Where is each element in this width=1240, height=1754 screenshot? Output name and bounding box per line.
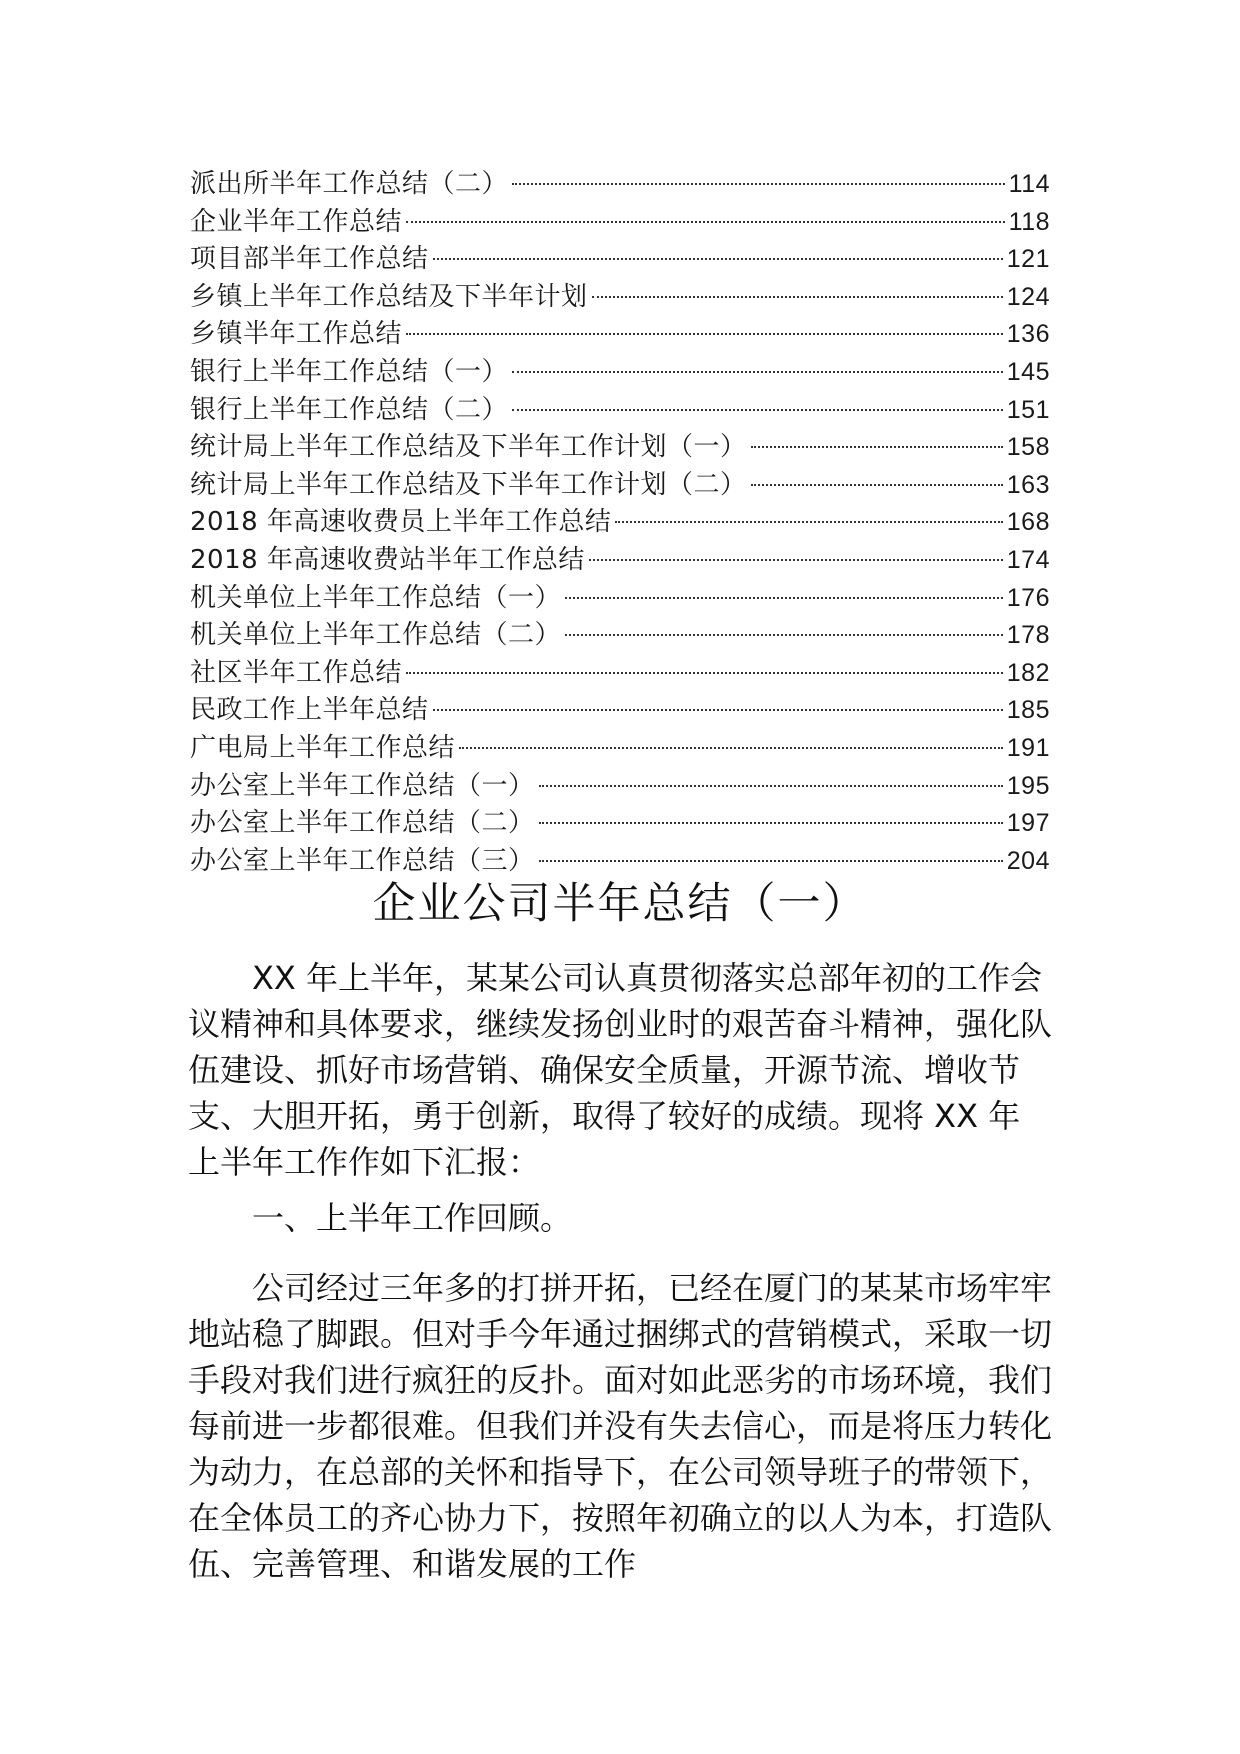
toc-entry-title: 乡镇半年工作总结 — [190, 319, 403, 350]
toc-dot-leader — [433, 709, 1003, 711]
toc-dot-leader — [592, 296, 1003, 298]
toc-entry-page: 158 — [1006, 433, 1050, 462]
toc-entry[interactable] — [190, 655, 1050, 693]
toc-entry-page: 174 — [1006, 545, 1050, 574]
toc-entry-page: 124 — [1006, 282, 1050, 311]
toc-entry-page: 121 — [1006, 245, 1050, 274]
toc-entry-title: 银行上半年工作总结（二） — [190, 394, 509, 425]
toc-entry-page: 182 — [1006, 658, 1050, 687]
toc-entry-title: 广电局上半年工作总结 — [190, 732, 456, 763]
toc-entry-page: 145 — [1006, 357, 1050, 386]
toc-dot-leader — [459, 747, 1003, 749]
toc-entry[interactable] — [190, 692, 1050, 730]
toc-dot-leader — [539, 785, 1003, 787]
toc-entry[interactable] — [190, 392, 1050, 430]
table-of-contents — [190, 166, 1050, 880]
section-heading: 一、上半年工作回顾。 — [252, 1199, 573, 1237]
toc-entry-title: 项目部半年工作总结 — [190, 244, 429, 275]
toc-entry-page: 151 — [1006, 395, 1050, 424]
toc-entry-title: 办公室上半年工作总结（一） — [190, 770, 535, 801]
toc-entry-title: 银行上半年工作总结（一） — [190, 356, 509, 387]
toc-entry[interactable] — [190, 617, 1050, 655]
toc-dot-leader — [751, 446, 1003, 448]
toc-entry-page: 204 — [1006, 846, 1050, 875]
toc-dot-leader — [512, 371, 1003, 373]
toc-entry-page: 163 — [1006, 470, 1050, 499]
toc-entry-page: 168 — [1006, 508, 1050, 537]
body-paragraph: XX 年上半年，某某公司认真贯彻落实总部年初的工作会议精神和具体要求，继续发扬创业时的艰苦奋斗精神，强化队伍建设、抓好市场营销、确保安全质量，开源节流、增收节支、大胆开拓，勇于创新，取得了较好的成绩。现将 XX 年上半年工作作如下汇报： — [188, 959, 1053, 1181]
toc-entry-title: 2018 年高速收费员上半年工作总结 — [190, 507, 612, 538]
toc-entry[interactable] — [190, 241, 1050, 279]
toc-dot-leader — [539, 860, 1003, 862]
toc-entry-title: 机关单位上半年工作总结（一） — [190, 582, 562, 613]
toc-dot-leader — [615, 521, 1002, 523]
toc-entry-page: 136 — [1006, 320, 1050, 349]
toc-entry-title: 企业半年工作总结 — [190, 206, 403, 237]
toc-dot-leader — [539, 822, 1003, 824]
toc-dot-leader — [512, 409, 1003, 411]
toc-entry-page: 178 — [1006, 621, 1050, 650]
body-paragraph: 公司经过三年多的打拼开拓，已经在厦门的某某市场牢牢地站稳了脚跟。但对手今年通过捆绑式的营销模式，采取一切手段对我们进行疯狂的反扑。面对如此恶劣的市场环境，我们每前进一步都很难。但我们并没有失去信心，而是将压力转化为动力，在总部的关怀和指导下，在公司领导班子的带领下，在全体员工的齐心协力下，按照年初确立的以人为本，打造队伍、完善管理、和谐发展的工作 — [188, 1269, 1053, 1583]
toc-entry-title: 社区半年工作总结 — [190, 657, 403, 688]
toc-entry-title: 派出所半年工作总结（二） — [190, 169, 509, 199]
toc-entry[interactable] — [190, 279, 1050, 317]
toc-entry[interactable] — [190, 204, 1050, 242]
toc-dot-leader — [406, 333, 1003, 335]
toc-dot-leader — [565, 634, 1003, 636]
toc-entry[interactable] — [190, 730, 1050, 768]
toc-dot-leader — [751, 484, 1003, 486]
toc-dot-leader — [589, 559, 1003, 561]
toc-dot-leader — [406, 221, 1005, 223]
toc-entry-page: 176 — [1006, 583, 1050, 612]
toc-entry-page: 114 — [1008, 170, 1050, 198]
toc-dot-leader — [433, 258, 1003, 260]
toc-entry[interactable] — [190, 580, 1050, 618]
toc-entry-page: 118 — [1008, 207, 1050, 236]
toc-dot-leader — [512, 183, 1005, 185]
toc-dot-leader — [565, 597, 1003, 599]
toc-entry[interactable] — [190, 354, 1050, 392]
toc-entry-title: 机关单位上半年工作总结（二） — [190, 620, 562, 651]
toc-entry-page: 191 — [1006, 733, 1050, 762]
toc-entry[interactable] — [190, 467, 1050, 505]
toc-entry[interactable] — [190, 843, 1050, 881]
toc-entry-title: 统计局上半年工作总结及下半年工作计划（二） — [190, 469, 747, 500]
toc-entry-title: 办公室上半年工作总结（二） — [190, 808, 535, 839]
toc-entry-page: 185 — [1006, 696, 1050, 725]
toc-entry-title: 民政工作上半年总结 — [190, 695, 429, 726]
toc-entry[interactable] — [190, 504, 1050, 542]
toc-entry-title: 办公室上半年工作总结（三） — [190, 845, 535, 876]
toc-entry[interactable] — [190, 429, 1050, 467]
toc-entry-title: 乡镇上半年工作总结及下半年计划 — [190, 281, 588, 312]
toc-entry[interactable] — [190, 166, 1050, 204]
toc-entry[interactable] — [190, 316, 1050, 354]
toc-entry-page: 197 — [1006, 809, 1050, 838]
toc-entry-title: 2018 年高速收费站半年工作总结 — [190, 544, 585, 575]
toc-dot-leader — [406, 672, 1003, 674]
document-title: 企业公司半年总结（一） — [372, 879, 868, 929]
toc-entry[interactable] — [190, 542, 1050, 580]
toc-entry-title: 统计局上半年工作总结及下半年工作计划（一） — [190, 432, 747, 463]
toc-entry-page: 195 — [1006, 771, 1050, 800]
toc-entry[interactable] — [190, 805, 1050, 843]
toc-entry[interactable] — [190, 768, 1050, 806]
